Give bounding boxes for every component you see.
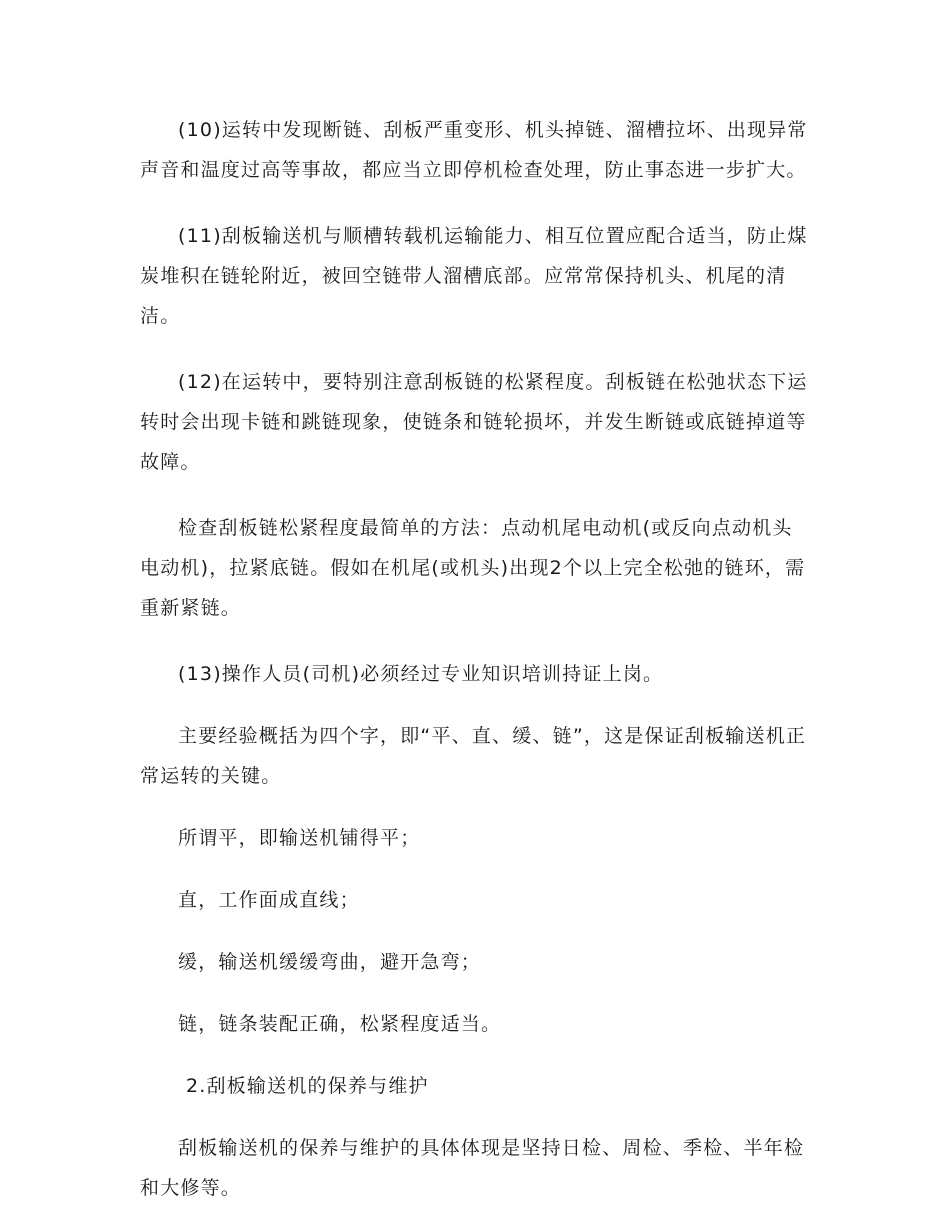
paragraph-item-11: (11)刮板输送机与顺槽转载机运输能力、相互位置应配合适当，防止煤炭堆积在链轮附近，被回空链带人溜槽底部。应常常保持机头、机尾的清洁。: [140, 225, 808, 327]
section-heading: 2.刮板输送机的保养与维护: [186, 1075, 429, 1097]
paragraph-key-experience: 主要经验概括为四个字，即“平、直、缓、链”，这是保证刮板输送机正常运转的关键。: [140, 725, 807, 787]
paragraph-straight: 直，工作面成直线；: [178, 889, 360, 911]
paragraph-flat: 所谓平，即输送机铺得平；: [178, 827, 421, 849]
paragraph-maintenance: 刮板输送机的保养与维护的具体体现是坚持日检、周检、季检、半年检和大修等。: [140, 1137, 805, 1199]
paragraph-item-13: (13)操作人员(司机)必须经过专业知识培训持证上岗。: [178, 663, 664, 685]
document-body: [140, 110, 812, 1208]
paragraph-chain-tension-check: 检查刮板链松紧程度最简单的方法：点动机尾电动机(或反向点动机头电动机)，拉紧底链。假如在机尾(或机头)出现2个以上完全松弛的链环，需重新紧链。: [140, 517, 806, 619]
paragraph-item-12: (12)在运转中，要特别注意刮板链的松紧程度。刮板链在松弛状态下运转时会出现卡链和跳链现象，使链条和链轮损坏，并发生断链或底链掉道等故障。: [140, 371, 808, 473]
paragraph-gradual: 缓，输送机缓缓弯曲，避开急弯；: [178, 951, 482, 973]
paragraph-item-10: (10)运转中发现断链、刮板严重变形、机头掉链、溜槽拉坏、出现异常声音和温度过高等事故，都应当立即停机检查处理，防止事态进一步扩大。: [140, 119, 808, 181]
paragraph-chain: 链，链条装配正确，松紧程度适当。: [178, 1013, 502, 1035]
